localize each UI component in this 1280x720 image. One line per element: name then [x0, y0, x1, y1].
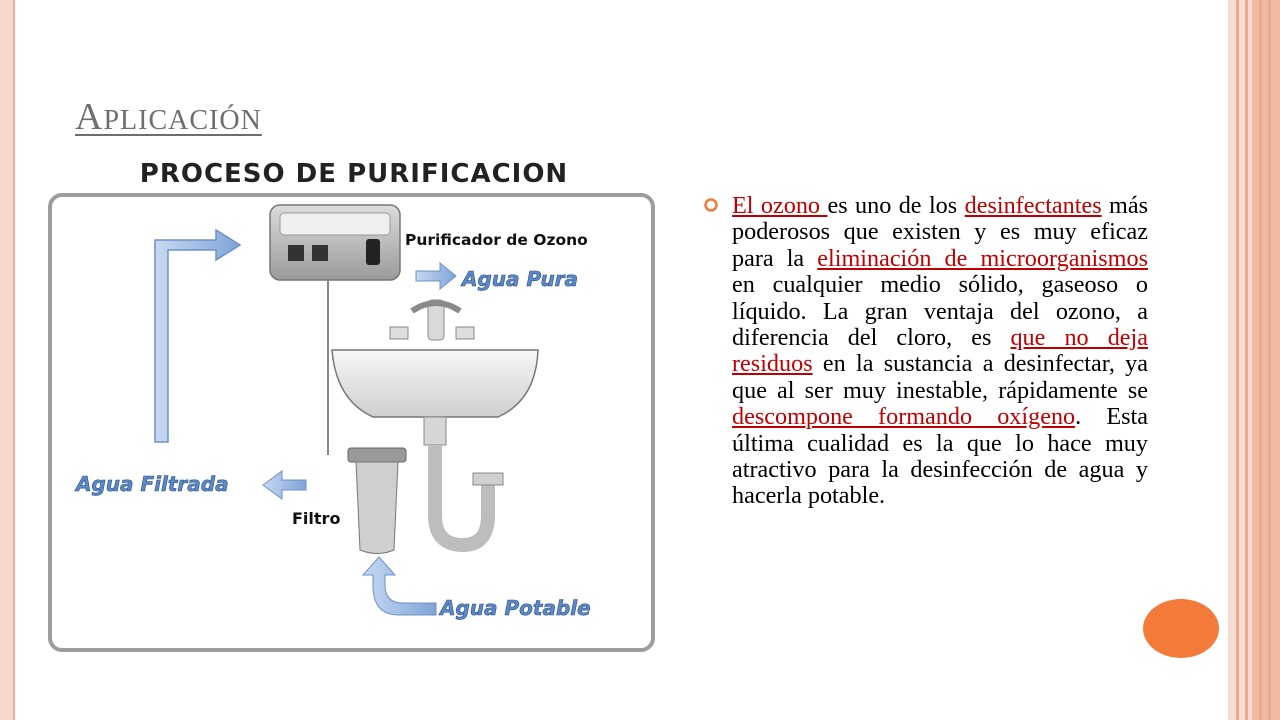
- border-stripe: [1259, 0, 1262, 720]
- ring-bullet-icon: [703, 197, 719, 213]
- text-segment: más poderosos que existen y es muy eficaz para la: [732, 192, 1148, 272]
- disinfectants-link[interactable]: desinfectantes: [964, 192, 1102, 219]
- right-decorative-border: [1228, 0, 1280, 720]
- text-segment: en la sustancia a desinfectar, ya que al ser muy inestable, rápidamente se: [732, 350, 1148, 404]
- left-decorative-border: [0, 0, 15, 720]
- bullet-list: [703, 193, 1148, 510]
- purification-diagram: [48, 155, 656, 655]
- ozone-link[interactable]: El ozono: [732, 192, 828, 219]
- filtered-water-label: Agua Filtrada: [76, 472, 229, 496]
- border-stripe: [1268, 0, 1271, 720]
- diagram-heading: PROCESO DE PURIFICACION: [139, 159, 569, 189]
- pure-water-label: Agua Pura: [462, 267, 579, 291]
- no-residue-link[interactable]: que no deja residuos: [732, 324, 1148, 378]
- body-paragraph: [732, 193, 1148, 510]
- purifier-label: Purificador de Ozono: [405, 231, 588, 249]
- border-stripe: [1245, 0, 1248, 720]
- title-rest: PLICACIÓN: [103, 105, 262, 136]
- border-stripe: [1236, 0, 1239, 720]
- border-stripe: [1252, 0, 1280, 720]
- text-segment: es uno de los: [827, 192, 965, 219]
- text-segment: en cualquier medio sólido, gaseoso o líquido. La gran ventaja del ozono, a diferencia del cloro, es: [732, 271, 1148, 352]
- orange-circle-decoration: [1143, 599, 1219, 658]
- title-initial: A: [75, 96, 104, 138]
- filter-label: Filtro: [292, 509, 341, 528]
- microorganisms-link[interactable]: eliminación de microorganismos: [817, 244, 1148, 272]
- potable-water-label: Agua Potable: [440, 596, 591, 620]
- text-segment: . Esta última cualidad es la que lo hace muy atractivo para la desinfección de agua y hacerla potable.: [732, 403, 1148, 510]
- slide-title: [75, 95, 262, 139]
- oxygen-link[interactable]: descompone formando oxígeno: [732, 403, 1076, 431]
